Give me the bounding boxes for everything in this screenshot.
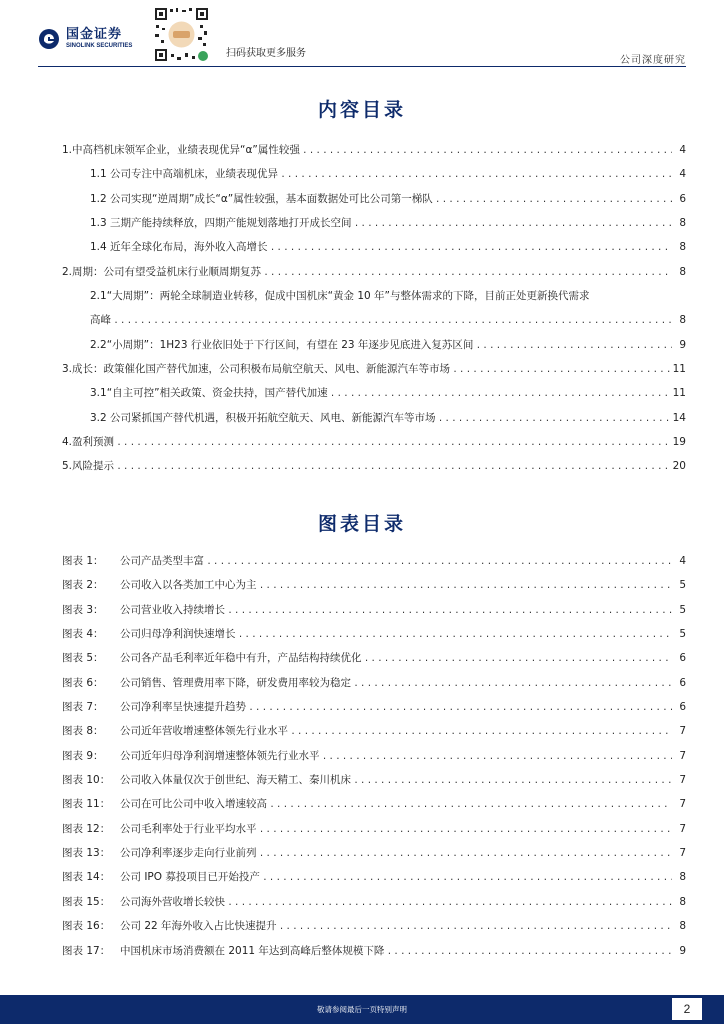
toc-entry[interactable] bbox=[62, 308, 686, 332]
toc-title: 内容目录 bbox=[317, 99, 406, 121]
figure-list bbox=[62, 549, 686, 963]
figure-label: 图表 5： bbox=[62, 652, 104, 665]
toc-entry[interactable] bbox=[62, 260, 686, 284]
toc-entry[interactable] bbox=[62, 211, 686, 235]
figure-entry[interactable] bbox=[62, 792, 686, 816]
figure-page: 7 bbox=[672, 817, 686, 841]
figure-text: 公司净利率呈快速提升趋势 bbox=[120, 701, 246, 714]
figure-text: 公司近年归母净利润增速整体领先行业水平 bbox=[120, 749, 320, 762]
figure-label: 图表 7： bbox=[62, 701, 104, 714]
toc-entry-text: 2.2“小周期”：1H23 行业依旧处于下行区间，有望在 23 年逐步见底进入复苏区间 . . . bbox=[90, 333, 672, 357]
toc-entry-page: 8 bbox=[672, 260, 686, 284]
figure-page: 7 bbox=[672, 768, 686, 792]
figure-text: 公司 22 年海外收入占比快速提升 bbox=[120, 920, 277, 933]
toc-entry[interactable] bbox=[62, 235, 686, 259]
sinolink-logo-icon bbox=[38, 28, 60, 50]
figure-text: 公司海外营收增长较快 bbox=[120, 895, 225, 908]
figure-label: 图表 6： bbox=[62, 676, 104, 689]
figure-text: 公司在可比公司中收入增速较高 bbox=[120, 798, 267, 811]
toc-entry[interactable] bbox=[62, 284, 686, 308]
toc-entry-text: 1.4 近年全球化布局，海外收入高增长 . . . bbox=[90, 235, 672, 259]
toc-entry-page: 20 bbox=[672, 454, 686, 478]
company-name-en: SINOLINK SECURITIES bbox=[66, 43, 133, 49]
figure-text: 公司毛利率处于行业平均水平 bbox=[120, 822, 257, 835]
figure-label: 图表 4： bbox=[62, 628, 104, 641]
header-divider bbox=[38, 66, 686, 67]
figure-page: 5 bbox=[672, 573, 686, 597]
figure-entry[interactable] bbox=[62, 939, 686, 963]
toc-entry-text: 1.3 三期产能持续释放，四期产能规划落地打开成长空间 . . . bbox=[90, 211, 672, 235]
figure-page: 8 bbox=[672, 914, 686, 938]
toc-entry-text: 1.1 公司专注中高端机床，业绩表现优异 . . . bbox=[90, 162, 672, 186]
toc-entry-text: 3.成长：政策催化国产替代加速，公司积极布局航空航天、风电、新能源汽车等市场 . . . bbox=[62, 357, 672, 381]
figure-page: 8 bbox=[672, 890, 686, 914]
figure-entry[interactable] bbox=[62, 671, 686, 695]
toc-entry[interactable] bbox=[62, 357, 686, 381]
figure-entry[interactable] bbox=[62, 768, 686, 792]
toc-entry-page: 8 bbox=[672, 235, 686, 259]
figure-entry[interactable] bbox=[62, 622, 686, 646]
figure-text: 中国机床市场消费额在 2011 年达到高峰后整体规模下降 bbox=[120, 944, 385, 957]
toc-entry-page: 6 bbox=[672, 187, 686, 211]
figure-label: 图表 9： bbox=[62, 749, 104, 762]
company-logo bbox=[38, 28, 132, 50]
figure-label: 图表 15： bbox=[62, 895, 111, 908]
toc-entry[interactable] bbox=[62, 430, 686, 454]
toc-entry[interactable] bbox=[62, 138, 686, 162]
toc-entry-page: 4 bbox=[672, 162, 686, 186]
page-number: 2 bbox=[672, 998, 702, 1020]
figure-entry[interactable] bbox=[62, 841, 686, 865]
figure-entry[interactable] bbox=[62, 549, 686, 573]
figure-page: 7 bbox=[672, 792, 686, 816]
figure-label: 图表 12： bbox=[62, 822, 111, 835]
figure-label: 图表 1： bbox=[62, 555, 104, 567]
figure-text: 公司净利率逐步走向行业前列 bbox=[120, 847, 257, 860]
figure-entry[interactable] bbox=[62, 598, 686, 622]
figure-page: 7 bbox=[672, 744, 686, 768]
toc-entry[interactable] bbox=[62, 406, 686, 430]
toc-entry-text: 4.盈利预测 . . . bbox=[62, 430, 672, 454]
document-type: 公司深度研究 bbox=[620, 55, 686, 66]
toc-entry-text: 3.2 公司紧抓国产替代机遇，积极开拓航空航天、风电、新能源汽车等市场 . . . bbox=[90, 406, 672, 430]
figure-page: 7 bbox=[672, 841, 686, 865]
toc-entry-page: 19 bbox=[672, 430, 686, 454]
toc-entry-text: 5.风险提示 . . . bbox=[62, 454, 672, 478]
toc-entry-text: 2.周期：公司有望受益机床行业顺周期复苏 . . . bbox=[62, 260, 672, 284]
toc-entry-text: 2.1“大周期”：两轮全球制造业转移，促成中国机床“黄金 10 年”与整体需求的下降，目前正处更新换代需求 bbox=[90, 290, 590, 303]
figure-text: 公司归母净利润快速增长 bbox=[120, 628, 236, 641]
figures-title: 图表目录 bbox=[317, 513, 406, 535]
figure-label: 图表 17： bbox=[62, 944, 111, 957]
toc-entry[interactable] bbox=[62, 187, 686, 211]
figure-label: 图表 16： bbox=[62, 920, 111, 933]
figure-page: 4 bbox=[672, 549, 686, 573]
figure-text: 公司各产品毛利率近年稳中有升，产品结构持续优化 bbox=[120, 652, 362, 665]
figure-entry[interactable] bbox=[62, 719, 686, 743]
figure-page: 6 bbox=[672, 671, 686, 695]
figure-page: 6 bbox=[672, 646, 686, 670]
figure-entry[interactable] bbox=[62, 817, 686, 841]
figure-label: 图表 10： bbox=[62, 774, 111, 787]
toc-entry[interactable] bbox=[62, 162, 686, 186]
figure-entry[interactable] bbox=[62, 744, 686, 768]
toc-entry[interactable] bbox=[62, 454, 686, 478]
page-header bbox=[0, 0, 724, 70]
toc-entry[interactable] bbox=[62, 381, 686, 405]
figure-text: 公司近年营收增速整体领先行业水平 bbox=[120, 725, 288, 738]
figure-entry[interactable] bbox=[62, 573, 686, 597]
figure-page: 6 bbox=[672, 695, 686, 719]
toc-entry-text: 1.中高档机床领军企业，业绩表现优异“α”属性较强 . . . bbox=[62, 138, 672, 162]
figure-label: 图表 2： bbox=[62, 579, 104, 592]
figure-page: 5 bbox=[672, 622, 686, 646]
toc-list bbox=[62, 138, 686, 479]
figure-entry[interactable] bbox=[62, 914, 686, 938]
figure-label: 图表 8： bbox=[62, 725, 104, 738]
qr-caption: 扫码获取更多服务 bbox=[226, 48, 306, 59]
toc-entry-text: 1.2 公司实现“逆周期”成长“α”属性较强，基本面数据处可比公司第一梯队 . . . bbox=[90, 187, 672, 211]
figure-text: 公司收入体量仅次于创世纪、海天精工、秦川机床 bbox=[120, 774, 351, 787]
figure-label: 图表 14： bbox=[62, 871, 111, 884]
figure-entry[interactable] bbox=[62, 865, 686, 889]
figure-page: 9 bbox=[672, 939, 686, 963]
figure-page: 8 bbox=[672, 865, 686, 889]
toc-entry[interactable] bbox=[62, 333, 686, 357]
figure-text: 公司营业收入持续增长 bbox=[120, 603, 225, 616]
figure-page: 7 bbox=[672, 719, 686, 743]
figure-entry[interactable] bbox=[62, 695, 686, 719]
toc-entry-page: 11 bbox=[672, 381, 686, 405]
figure-text: 公司收入以各类加工中心为主 bbox=[120, 579, 257, 592]
toc-entry-page: 9 bbox=[672, 333, 686, 357]
figure-page: 5 bbox=[672, 598, 686, 622]
toc-entry-text: 3.1“自主可控”相关政策、资金扶持，国产替代加速 . . . bbox=[90, 381, 672, 405]
toc-entry-page: 8 bbox=[672, 211, 686, 235]
figure-entry[interactable] bbox=[62, 646, 686, 670]
toc-entry-page: 8 bbox=[672, 308, 686, 332]
company-name-cn: 国金证券 bbox=[66, 27, 123, 42]
figure-text: 公司 IPO 募投项目已开始投产 bbox=[120, 871, 260, 884]
toc-entry-page: 11 bbox=[672, 357, 686, 381]
figure-entry[interactable] bbox=[62, 890, 686, 914]
figure-label: 图表 13： bbox=[62, 847, 111, 860]
figure-text: 公司产品类型丰富 bbox=[120, 555, 204, 567]
figure-text: 公司销售、管理费用率下降，研发费用率较为稳定 bbox=[120, 676, 351, 689]
qr-code-icon[interactable] bbox=[153, 6, 210, 63]
toc-entry-page: 14 bbox=[672, 406, 686, 430]
footer-notice: 敬请参阅最后一页特别声明 bbox=[317, 1005, 407, 1014]
figure-label: 图表 11： bbox=[62, 798, 111, 811]
toc-entry-page: 4 bbox=[672, 138, 686, 162]
toc-entry-text: 高峰 . . . bbox=[90, 308, 672, 332]
figure-label: 图表 3： bbox=[62, 603, 104, 616]
